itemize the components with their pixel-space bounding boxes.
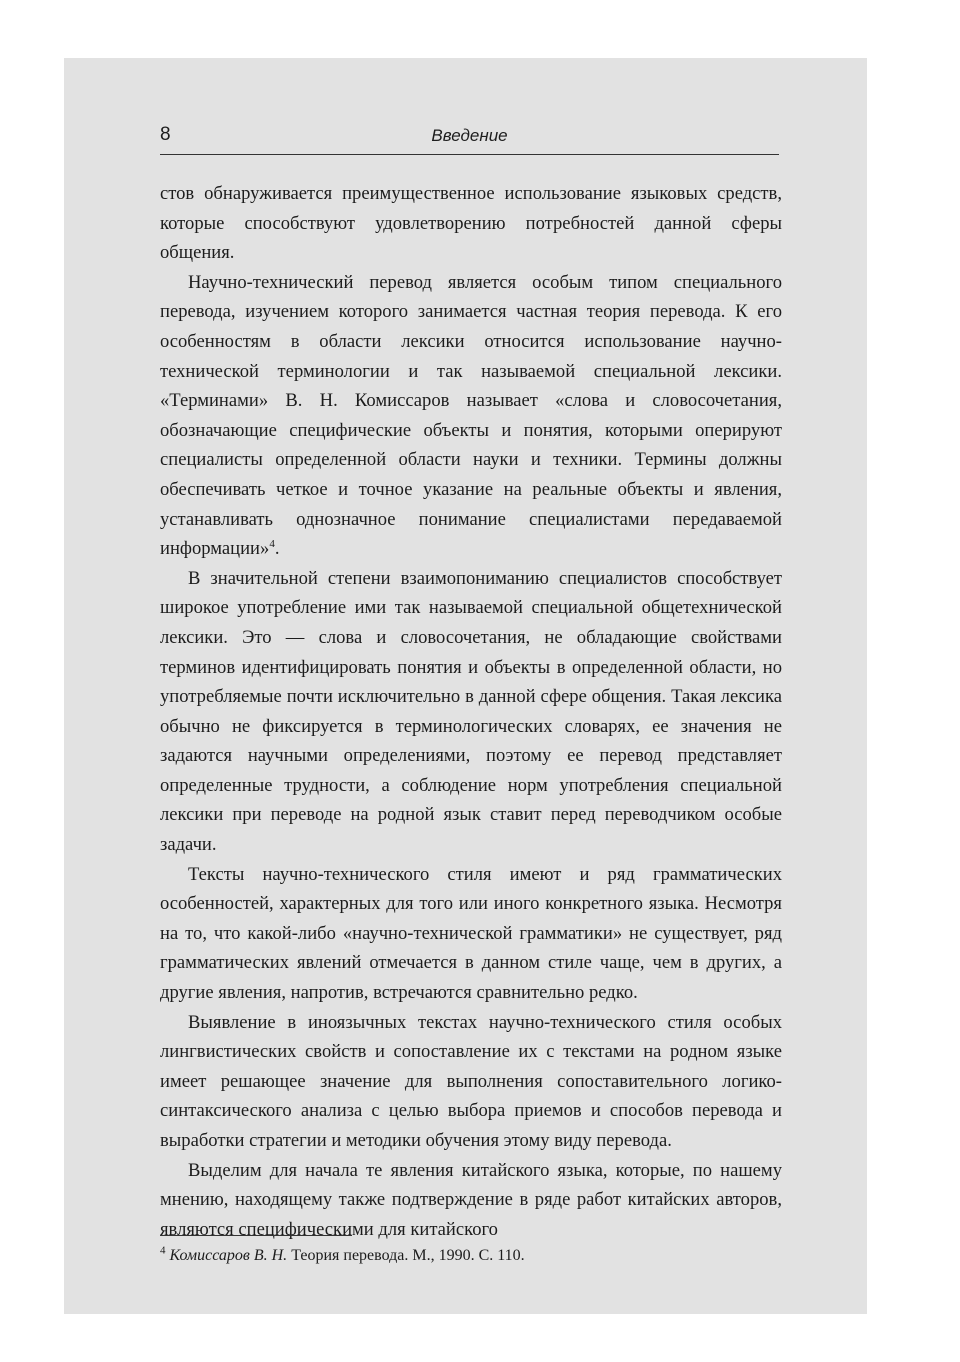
footnote-rule xyxy=(160,1235,352,1236)
paragraph: Научно-технический перевод является особым типом специального перевода, изучением которого занимается частная теория перевода. К его особенностям в области лексики относится использование научно-технической терминологии и так называемой специальной лексики. «Терминами» В. Н. Комиссаров называет «слова и словосочетания, обозначающие специфические объекты и понятия, которыми оперируют специалисты определенной области науки и техники. Термины должны обеспечивать четкое и точное указание на реальные объекты и явления, устанавливать однозначное понимание специалистами передаваемой информации»$^4$. xyxy=(160,271,782,560)
footnote xyxy=(160,1246,525,1266)
paragraph: В значительной степени взаимопониманию специалистов способствует широкое употребление ими так называемой специальной общетехнической лексики. Это — слова и словосочетания, не обладающие свойствами терминов идентифицировать понятия и объекты в определенной области, но употребляемые почти исключительно в данной сфере общения. Такая лексика обычно не фиксируется в терминологических словарях, ее значения не задаются научными определениями, поэтому ее перевод представляет определенные трудности, а соблюдение норм употребления специальной лексики при переводе на родной язык ставит перед переводчиком особые задачи. xyxy=(160,567,782,856)
footnote-author: Комиссаров В. Н. xyxy=(169,1247,288,1264)
paragraph-text: Научно-технический перевод является особым типом специального перевода, изучением которого занимается частная теория перевода. К его особенностям в области лексики относится использование научно-технической терминологии и так называемой специальной лексики. «Терминами» В. Н. Комиссаров называет «слова и словосочетания, обозначающие специфические объекты и понятия, которыми оперируют специалисты определенной области науки и техники. Термины должны обеспечивать четкое и точное указание на реальные объекты и явления, устанавливать однозначное понимание специалистами передаваемой информации» xyxy=(160,271,782,560)
footnote-mark: 4 xyxy=(160,1244,166,1257)
body-text xyxy=(160,179,782,1244)
footnote-reference[interactable]: 4 xyxy=(269,537,275,550)
page-header xyxy=(160,124,779,155)
paragraph: Тексты научно-технического стиля имеют и ряд грамматических особенностей, характерных для того или иного конкретного языка. Несмотря на то, что какой-либо «научно-технической грамматики» не существует, ряд грамматических явлений отмечается в данном стиле чаще, чем в других, а другие явления, напротив, встречаются сравнительно редко. xyxy=(160,863,782,1004)
page-number: 8 xyxy=(160,124,171,145)
footnote-text: Теория перевода. М., 1990. С. 110. xyxy=(291,1247,525,1264)
paragraph: Выделим для начала те явления китайского языка, которые, по нашему мнению, находящему также подтверждение в ряде работ китайских авторов, являются специфическими для китайского xyxy=(160,1159,782,1240)
paragraph: стов обнаруживается преимущественное использование языковых средств, которые способствуют удовлетворению потребностей данной сферы общения. xyxy=(160,183,782,264)
running-head: Введение xyxy=(431,126,508,145)
paragraph: Выявление в иноязычных текстах научно-технического стиля особых лингвистических свойств и сопоставление их с текстами на родном языке имеет решающее значение для выполнения сопоставительного логико-синтаксического анализа с целью выбора приемов и способов перевода и выработки стратегии и методики обучения этому виду перевода. xyxy=(160,1011,782,1151)
